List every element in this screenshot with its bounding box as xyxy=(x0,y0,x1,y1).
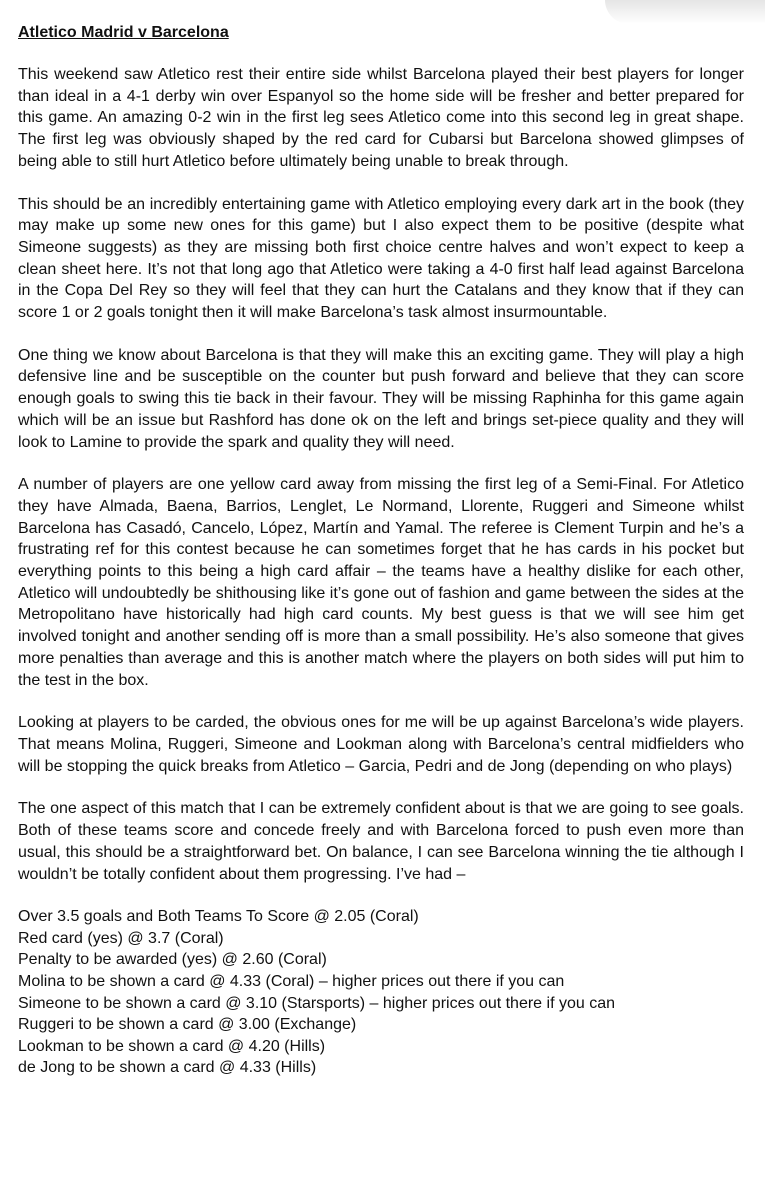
bet-item: Penalty to be awarded (yes) @ 2.60 (Coral) xyxy=(18,951,327,969)
paragraph-intro: This weekend saw Atletico rest their entire side whilst Barcelona played their best players for longer than ideal in a 4-1 derby win over Espanyol so the home side will be fresher and better prepared for this game. An amazing 0-2 win in the first leg sees Atletico come into this second leg in great shape. The first leg was obviously shaped by the red card for Cubarsi but Barcelona showed glimpses of being able to still hurt Atletico before ultimately being unable to break through. xyxy=(18,66,744,170)
document-title: Atletico Madrid v Barcelona xyxy=(18,24,229,41)
bet-item: Molina to be shown a card @ 4.33 (Coral) – higher prices out there if you can xyxy=(18,972,565,990)
paragraph-atletico-outlook: This should be an incredibly entertaining game with Atletico employing every dark art in the book (they may make up some new ones for this game) but I also expect them to be positive (despite what Simeone suggests) as they are missing both first choice centre halves and won’t expect to keep a clean sheet here. It’s not that long ago that Atletico were taking a 4-0 first half lead against Barcelona in the Copa Del Rey so they will feel that they can hurt the Catalans and they know that if they can score 1 or 2 goals tonight then it will make Barcelona’s task almost insurmountable. xyxy=(18,195,744,322)
bet-item: de Jong to be shown a card @ 4.33 (Hills) xyxy=(18,1059,317,1077)
paragraph-barcelona-outlook: One thing we know about Barcelona is that they will make this an exciting game. They will play a high defensive line and be susceptible on the counter but push forward and believe that they can score enough goals to swing this tie back in their favour. They will be missing Raphinha for this game again which will be an issue but Rashford has done ok on the left and brings set-piece quality and they will look to Lamine to provide the spark and quality they will need. xyxy=(18,346,744,451)
bet-item: Red card (yes) @ 3.7 (Coral) xyxy=(18,929,224,947)
page-corner-shadow xyxy=(605,0,765,24)
bet-item: Over 3.5 goals and Both Teams To Score @ 2.05 (Coral) xyxy=(18,908,419,926)
bet-item: Ruggeri to be shown a card @ 3.00 (Exchange) xyxy=(18,1016,357,1034)
bet-item: Simeone to be shown a card @ 3.10 (Starsports) – higher prices out there if you can xyxy=(18,994,615,1012)
paragraph-conclusion: The one aspect of this match that I can be extremely confident about is that we are going to see goals. Both of these teams score and concede freely and with Barcelona forced to push even more than usual, this should be a straightforward bet. On balance, I can see Barcelona winning the tie although I wouldn’t be totally confident about them progressing. I’ve had – xyxy=(18,800,744,883)
bet-item: Lookman to be shown a card @ 4.20 (Hills) xyxy=(18,1037,326,1055)
paragraph-players-carded: Looking at players to be carded, the obvious ones for me will be up against Barcelona’s wide players. That means Molina, Ruggeri, Simeone and Lookman along with Barcelona’s central midfielders who will be stopping the quick breaks from Atletico – Garcia, Pedri and de Jong (depending on who plays) xyxy=(18,714,744,775)
paragraph-cards-referee: A number of players are one yellow card away from missing the first leg of a Semi-Final. For Atletico they have Almada, Baena, Barrios, Lenglet, Le Normand, Llorente, Ruggeri and Simeone whilst Barcelona has Casadó, Cancelo, López, Martín and Yamal. The referee is Clement Turpin and he’s a frustrating ref for this contest because he can sometimes forget that he has cards in his pocket but everything points to this being a high card affair – the teams have a healthy dislike for each other, Atletico will undoubtedly be shithousing like it’s gone out of fashion and game between the sides at the Metropolitano have historically had high card counts. My best guess is that we will see him get involved tonight and another sending off is more than a small possibility. He’s also someone that gives more penalties than average and this is another match where the players on both sides will put him to the test in the box. xyxy=(18,476,744,689)
bets-list xyxy=(18,906,744,1079)
document-page xyxy=(18,22,744,1079)
